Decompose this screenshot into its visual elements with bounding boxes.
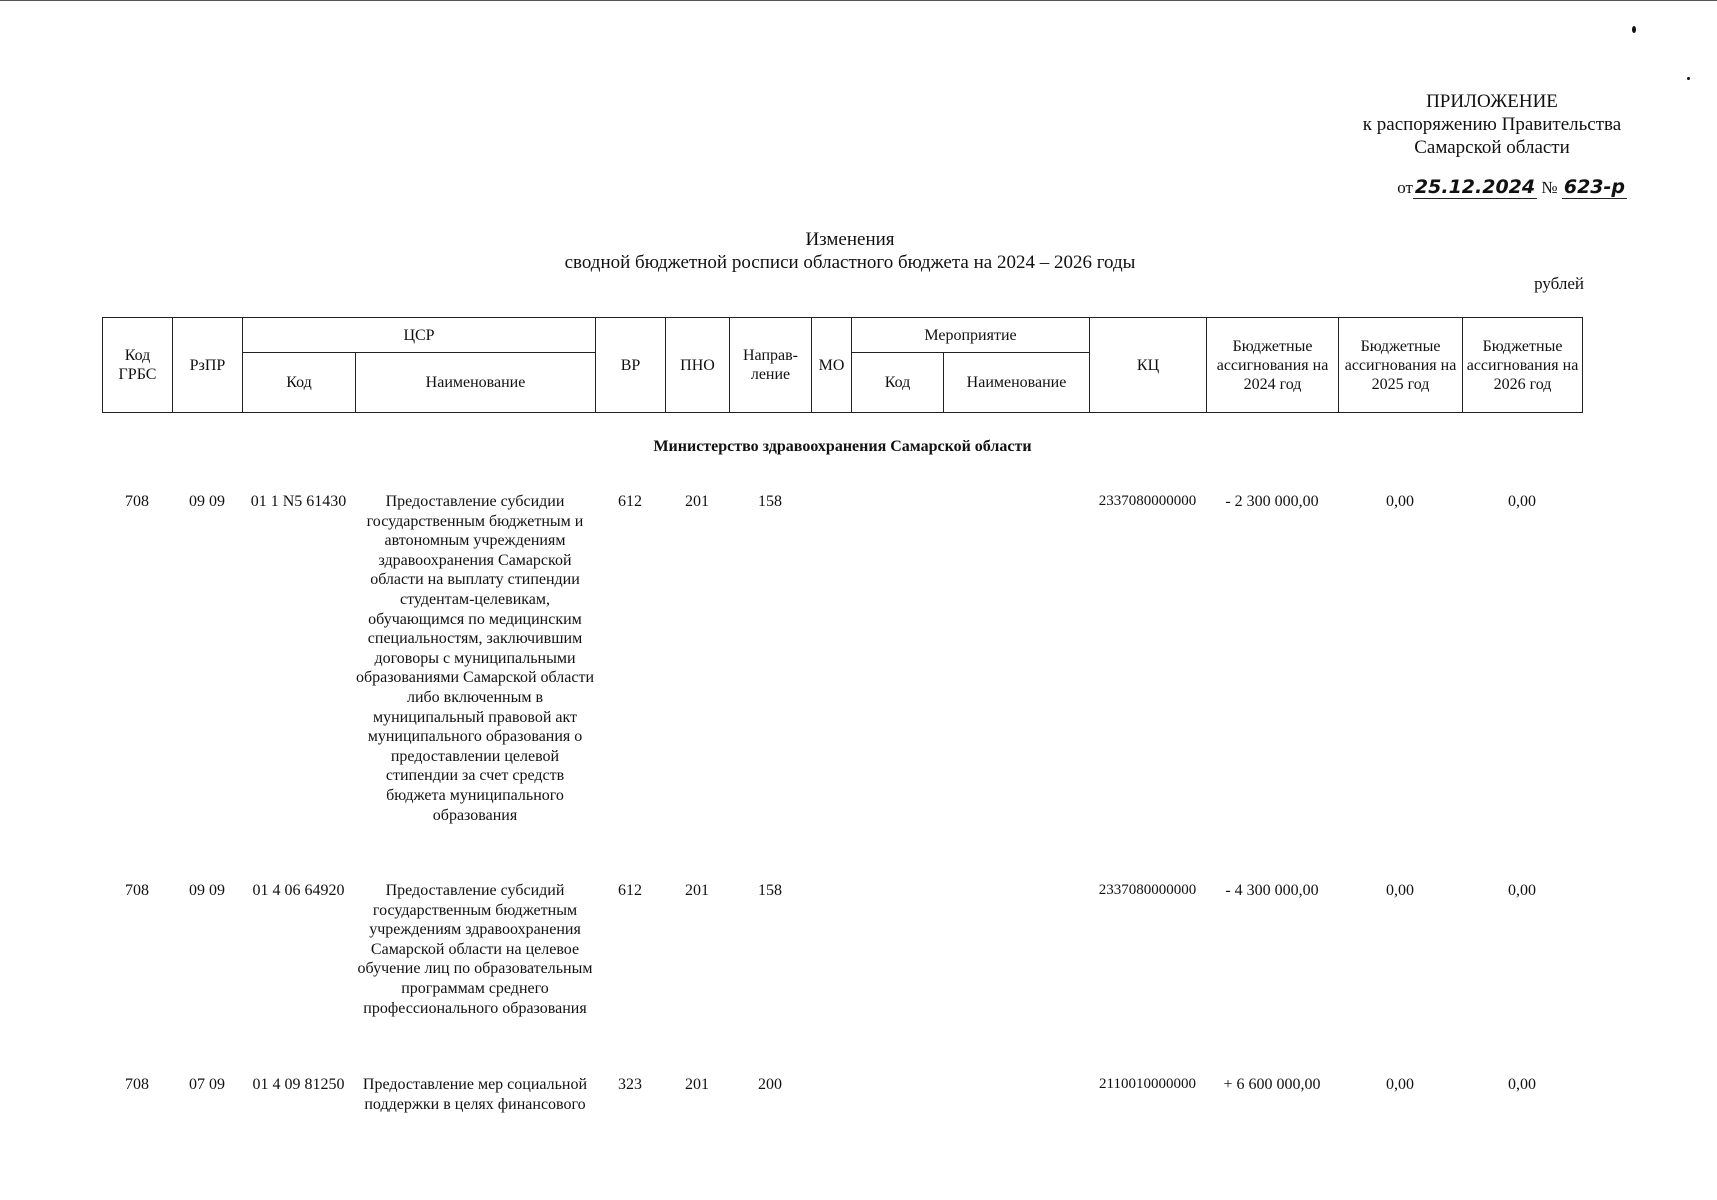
cell-csr-name: Предоставление субсидии государственным бюджетным и автономным учреждениям здравоохранения Самарской области на выплату стипендии студентам-целевикам, обучающимся по медицинским специальностям, заключившим договоры с муниципальными образованиями Самарской области либо включенным в муниципальный правовой акт муниципального образования о предоставлении целевой стипендии за счет средств бюджета муниципального образования bbox=[355, 493, 595, 824]
cell-direction: 158 bbox=[758, 882, 782, 899]
cell-pno: 201 bbox=[685, 493, 709, 510]
header-event-code: Код bbox=[852, 353, 944, 413]
units-label: рублей bbox=[1534, 274, 1584, 293]
header-csr: ЦСР bbox=[243, 318, 596, 353]
header-kc: КЦ bbox=[1090, 318, 1207, 413]
number-prefix: № bbox=[1541, 178, 1558, 197]
cell-grbs: 708 bbox=[125, 493, 149, 510]
cell-vr: 612 bbox=[618, 882, 642, 899]
cell-alloc-2026: 0,00 bbox=[1508, 493, 1536, 510]
scan-speck bbox=[1632, 26, 1636, 33]
header-rzpr: РзПР bbox=[173, 318, 243, 413]
cell-csr-code: 01 1 N5 61430 bbox=[250, 493, 347, 510]
cell-alloc-2025: 0,00 bbox=[1386, 882, 1414, 899]
cell-rzpr: 07 09 bbox=[189, 1076, 225, 1093]
cell-kc: 2110010000000 bbox=[1099, 1076, 1196, 1092]
cell-grbs: 708 bbox=[125, 1076, 149, 1093]
header-alloc-2024: Бюджетные ассигнования на 2024 год bbox=[1207, 318, 1339, 413]
cell-alloc-2024: - 4 300 000,00 bbox=[1225, 882, 1319, 899]
cell-csr-name: Предоставление субсидий государственным бюджетным учреждениям здравоохранения Самарской области на целевое обучение лиц по образовательным программам среднего профессионального образования bbox=[357, 882, 593, 1017]
cell-kc: 2337080000000 bbox=[1098, 882, 1197, 898]
cell-pno: 201 bbox=[685, 882, 709, 899]
appendix-line-2: Самарской области bbox=[1414, 137, 1570, 158]
cell-direction: 158 bbox=[758, 493, 782, 510]
handwritten-date: 25.12.2024 bbox=[1414, 176, 1536, 198]
cell-alloc-2026: 0,00 bbox=[1508, 882, 1536, 899]
cell-vr: 612 bbox=[618, 493, 642, 510]
appendix-title: ПРИЛОЖЕНИЕ bbox=[1426, 91, 1558, 112]
cell-alloc-2025: 0,00 bbox=[1386, 1076, 1414, 1093]
cell-vr: 323 bbox=[618, 1076, 642, 1093]
cell-rzpr: 09 09 bbox=[189, 882, 225, 899]
cell-alloc-2026: 0,00 bbox=[1508, 1076, 1536, 1093]
header-csr-code: Код bbox=[243, 353, 356, 413]
appendix-line-1: к распоряжению Правительства bbox=[1362, 114, 1622, 135]
header-pno: ПНО bbox=[666, 318, 730, 413]
cell-pno: 201 bbox=[685, 1076, 709, 1093]
header-alloc-2025: Бюджетные ассигнования на 2025 год bbox=[1339, 318, 1463, 413]
header-alloc-2026: Бюджетные ассигнования на 2026 год bbox=[1463, 318, 1583, 413]
header-table bbox=[102, 317, 1583, 413]
header-event: Мероприятие bbox=[852, 318, 1090, 353]
cell-kc: 2337080000000 bbox=[1098, 493, 1197, 509]
cell-csr-name: Предоставление мер социальной поддержки в целях финансового bbox=[362, 1076, 588, 1113]
scan-speck bbox=[1687, 77, 1690, 80]
header-vr: ВР bbox=[596, 318, 666, 413]
cell-csr-code: 01 4 09 81250 bbox=[252, 1076, 345, 1093]
document-title bbox=[0, 228, 1700, 274]
cell-alloc-2024: - 2 300 000,00 bbox=[1225, 493, 1319, 510]
header-direction: Направ-ление bbox=[730, 318, 812, 413]
cell-alloc-2025: 0,00 bbox=[1386, 493, 1414, 510]
handwritten-number: 623-р bbox=[1563, 176, 1625, 198]
appendix-date-line bbox=[1397, 176, 1627, 198]
cell-rzpr: 09 09 bbox=[189, 493, 225, 510]
cell-alloc-2024: + 6 600 000,00 bbox=[1223, 1076, 1321, 1093]
title-line-1: Изменения bbox=[805, 229, 895, 250]
cell-direction: 200 bbox=[758, 1076, 782, 1093]
cell-grbs: 708 bbox=[125, 882, 149, 899]
header-grbs: Код ГРБС bbox=[103, 318, 173, 413]
section-title: Министерство здравоохранения Самарской области bbox=[653, 438, 1032, 455]
date-prefix: от bbox=[1397, 178, 1413, 197]
appendix-block bbox=[1342, 90, 1642, 159]
header-mo: МО bbox=[812, 318, 852, 413]
scan-top-edge bbox=[0, 0, 1717, 1]
cell-csr-code: 01 4 06 64920 bbox=[252, 882, 345, 899]
header-csr-name: Наименование bbox=[356, 353, 596, 413]
header-event-name: Наименование bbox=[944, 353, 1090, 413]
title-line-2: сводной бюджетной росписи областного бюджета на 2024 – 2026 годы bbox=[564, 252, 1136, 273]
